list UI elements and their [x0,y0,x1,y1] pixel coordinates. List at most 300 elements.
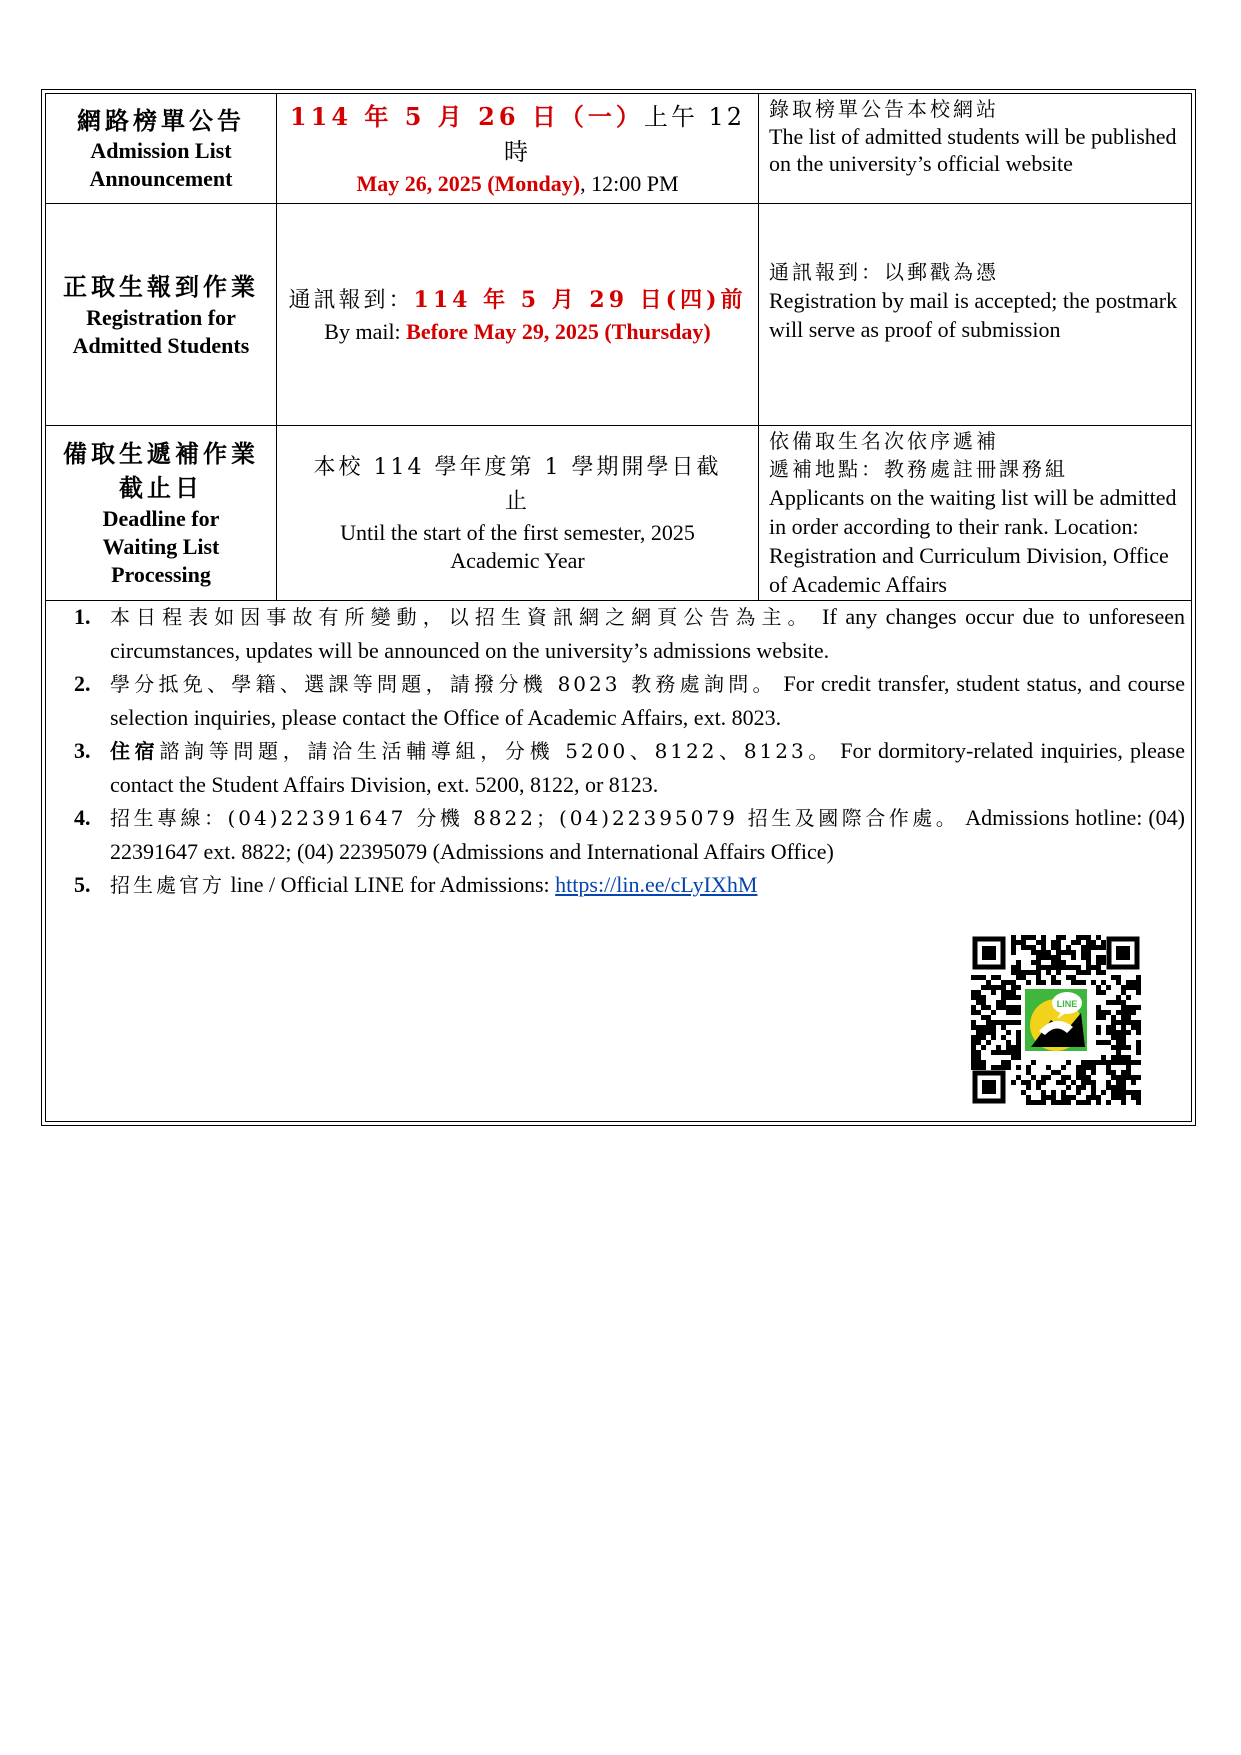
notes-list [70,600,1185,902]
qr-module [1081,1085,1086,1090]
qr-module [1136,985,1141,990]
qr-module [1086,965,1091,970]
qr-module [1111,1070,1116,1075]
qr-module [976,1040,981,1045]
qr-module [1096,1100,1101,1105]
qr-module [1101,1055,1106,1060]
row3-date-en: Until the start of the first semester, 2025 Academic Year [340,520,695,573]
qr-module [1006,1060,1011,1065]
qr-module [1001,1035,1006,1040]
qr-module [1106,1065,1111,1070]
note-number: 1. [74,604,91,629]
qr-module [1126,1070,1131,1075]
qr-module [981,1065,986,1070]
qr-module [1096,955,1101,960]
qr-module [1071,1080,1076,1085]
qr-module [1136,1050,1141,1055]
qr-module [1106,1085,1111,1090]
qr-module [1046,1095,1051,1100]
qr-module [1006,1020,1011,1025]
qr-module [1116,1090,1121,1095]
qr-module [991,990,996,995]
qr-module [1076,1065,1081,1070]
qr-module [981,1045,986,1050]
qr-module [1121,1100,1126,1105]
qr-module [1061,965,1066,970]
qr-module [971,1055,976,1060]
qr-module [1036,970,1041,975]
qr-module [986,985,991,990]
note-text-en: line / Official LINE for Admissions: [225,872,556,897]
qr-module [971,1050,976,1055]
qr-module [996,1020,1001,1025]
qr-module [1076,940,1081,945]
note-text-en: For dormitory-related inquiries, please contact the Student Affairs Division, ext. 5200, 8122, or 8123. [110,738,1186,797]
qr-module [1086,945,1091,950]
qr-module [976,1065,981,1070]
qr-module [1051,975,1056,980]
qr-module [1026,1085,1031,1090]
row3-date-zh: 本校 114 學年度第 1 學期開學日截止 [313,455,722,514]
qr-module [1066,1085,1071,1090]
qr-module [1041,945,1046,950]
qr-module [1011,1050,1016,1055]
qr-module [1061,950,1066,955]
qr-module [1001,1060,1006,1065]
qr-module [1026,1070,1031,1075]
qr-module [996,1050,1001,1055]
qr-module [1061,960,1066,965]
qr-module [1081,980,1086,985]
qr-module [1086,940,1091,945]
qr-module [1016,970,1021,975]
qr-module [1136,980,1141,985]
qr-module [1061,1095,1066,1100]
qr-module [1116,1055,1121,1060]
qr-module [976,1035,981,1040]
qr-module [1136,1030,1141,1035]
row1-date-en-rest: , 12:00 PM [580,170,679,196]
qr-module [1011,990,1016,995]
qr-module [1116,1010,1121,1015]
qr-module [1051,940,1056,945]
note-number: 2. [74,671,91,696]
qr-module [1071,1095,1076,1100]
qr-module [991,1030,996,1035]
qr-module [1051,955,1056,960]
qr-module [1026,1095,1031,1100]
qr-module [1101,940,1106,945]
qr-module [1116,1000,1121,1005]
qr-module [1006,1065,1011,1070]
qr-module [1116,1045,1121,1050]
row3-item-cell [46,426,276,600]
row2-item-cell [46,204,276,425]
qr-module [1091,1070,1096,1075]
qr-module [1111,1035,1116,1040]
qr-module [1096,935,1101,940]
note-number: 4. [74,805,91,830]
qr-module [1121,1030,1126,1035]
qr-module [1016,965,1021,970]
qr-module [1106,1040,1111,1045]
qr-module [976,990,981,995]
qr-module [1056,945,1061,950]
qr-module [1046,965,1051,970]
qr-module [996,985,1001,990]
qr-module [1096,970,1101,975]
qr-module [1096,965,1101,970]
qr-module [1056,970,1061,975]
qr-module [1071,950,1076,955]
qr-module [1116,1080,1121,1085]
qr-module [971,1035,976,1040]
row1-date-zh-red: 114 年 5 月 26 日（一） [289,101,644,131]
note-text-en: For credit transfer, student status, and course selection inquiries, please contact the Office of Academic Affairs, ext. 8023. [110,671,1185,730]
qr-module [1016,1045,1021,1050]
qr-module [1031,950,1036,955]
qr-module [1111,1090,1116,1095]
row1-date-cell [277,94,758,203]
qr-module [1016,1010,1021,1015]
qr-module [986,1020,991,1025]
qr-module [1121,1040,1126,1045]
qr-module [1126,1055,1131,1060]
row1-item-cell [46,94,276,203]
qr-module [1096,990,1101,995]
qr-module [1036,975,1041,980]
qr-module [1101,955,1106,960]
qr-module [986,1005,991,1010]
qr-module [1026,935,1031,940]
qr-module [1026,945,1031,950]
qr-module [1131,1010,1136,1015]
qr-module [1121,1095,1126,1100]
qr-module [981,995,986,1000]
qr-module [1101,1015,1106,1020]
qr-module [1051,945,1056,950]
row1-item-en-2: Announcement [89,165,233,191]
qr-module [1111,975,1116,980]
qr-module [991,1035,996,1040]
qr-module [1121,1055,1126,1060]
qr-module [1056,955,1061,960]
note-text-zh: 招生專線：(04)22391647 分機 8822；(04)22395079 招生及國際合作處。 [110,806,960,830]
qr-module [971,975,976,980]
qr-module [1046,970,1051,975]
qr-module [1086,960,1091,965]
qr-module [1111,1060,1116,1065]
qr-module [986,1015,991,1020]
qr-module [1081,950,1086,955]
qr-module [976,1030,981,1035]
qr-module [1036,965,1041,970]
qr-module [1086,1095,1091,1100]
qr-module [1036,960,1041,965]
qr-module [981,975,986,980]
qr-module [1121,990,1126,995]
qr-module [1096,945,1101,950]
qr-module [991,975,996,980]
qr-module [1111,1030,1116,1035]
qr-module [1091,1065,1096,1070]
qr-module [1011,995,1016,1000]
qr-module [1101,1010,1106,1015]
row2-date-zh-prefix: 通訊報到： [288,288,414,313]
qr-module [1116,975,1121,980]
qr-module [1091,980,1096,985]
qr-module [981,1030,986,1035]
qr-module [1096,1015,1101,1020]
row1-note-zh: 錄取榜單公告本校網站 [769,97,999,121]
qr-module [1126,1060,1131,1065]
qr-module [971,1025,976,1030]
qr-module [971,1040,976,1045]
qr-module [1136,975,1141,980]
qr-module [996,975,1001,980]
qr-module [1006,1030,1011,1035]
note-item-5 [70,868,1185,902]
qr-module [1021,940,1026,945]
qr-module [1016,995,1021,1000]
qr-module [1036,1085,1041,1090]
qr-module [1106,1060,1111,1065]
qr-module [1136,1095,1141,1100]
qr-module [1076,980,1081,985]
qr-module [1121,985,1126,990]
row2-item-en-2: Admitted Students [72,332,250,358]
qr-module [1081,970,1086,975]
qr-module [1006,995,1011,1000]
qr-module [1036,950,1041,955]
qr-module [1131,1075,1136,1080]
row3-item-zh-2: 截止日 [119,473,203,502]
qr-module [1006,1010,1011,1015]
qr-module [976,1055,981,1060]
qr-module [1081,1070,1086,1075]
qr-module [1006,990,1011,995]
qr-module [1011,1080,1016,1085]
qr-module [1036,940,1041,945]
qr-module [1096,1060,1101,1065]
qr-module [1106,1025,1111,1030]
qr-module [1036,980,1041,985]
qr-module [1056,1080,1061,1085]
row2-date-en [324,318,710,346]
qr-module [1106,1070,1111,1075]
qr-module [1086,950,1091,955]
qr-module [981,1025,986,1030]
qr-module [1006,1005,1011,1010]
qr-module [986,1030,991,1035]
qr-module [1001,995,1006,1000]
qr-module [1056,935,1061,940]
qr-module [1121,1025,1126,1030]
qr-module [1026,970,1031,975]
row3-note-en: Applicants on the waiting list will be admitted in order according to their rank. Location: Registration and Curriculum Division, Office of Academic Affairs [769,485,1177,597]
qr-module [976,1050,981,1055]
qr-module [1011,1055,1016,1060]
qr-module [1106,1000,1111,1005]
qr-module [1021,935,1026,940]
qr-module [1011,980,1016,985]
qr-module [1081,1080,1086,1085]
qr-module [1001,985,1006,990]
qr-module [996,1000,1001,1005]
qr-module [1116,1030,1121,1035]
qr-module [1121,1090,1126,1095]
qr-module [1001,1025,1006,1030]
qr-module [1016,975,1021,980]
qr-module [1011,940,1016,945]
qr-module [1021,1090,1026,1095]
qr-module [1111,1045,1116,1050]
qr-module [1086,955,1091,960]
qr-module [1066,950,1071,955]
qr-module [1106,1010,1111,1015]
qr-module [1041,1090,1046,1095]
qr-module [981,985,986,990]
qr-module [1056,940,1061,945]
qr-module [1121,1010,1126,1015]
qr-module [986,1040,991,1045]
qr-module [1136,1100,1141,1105]
qr-module [1086,935,1091,940]
qr-module [1101,945,1106,950]
qr-module [1121,1005,1126,1010]
qr-module [1016,1040,1021,1045]
qr-module [1036,955,1041,960]
row3-date-cell [277,426,758,600]
qr-module [1131,1025,1136,1030]
qr-module [1096,1040,1101,1045]
qr-module [1121,1080,1126,1085]
qr-module [1116,1035,1121,1040]
qr-module [1011,970,1016,975]
line-link[interactable]: https://lin.ee/cLyIXhM [555,872,758,897]
row1-item-en-1: Admission List [90,137,232,163]
qr-module [1001,990,1006,995]
qr-module [1131,980,1136,985]
qr-module [1081,945,1086,950]
qr-module [1116,980,1121,985]
note-item-4 [70,801,1185,868]
qr-module [1111,1025,1116,1030]
qr-module [1116,995,1121,1000]
qr-module [1121,1015,1126,1020]
qr-module [1131,1095,1136,1100]
qr-module [1101,1090,1106,1095]
qr-module [1076,1090,1081,1095]
qr-module [1086,1065,1091,1070]
qr-module [1111,1085,1116,1090]
note-text-zh: 諮詢等問題，請洽生活輔導組，分機 5200、8122、8123。 [159,739,834,763]
qr-module [1001,1050,1006,1055]
qr-module [971,1010,976,1015]
qr-module [1056,980,1061,985]
qr-module [1066,1100,1071,1105]
qr-module [1041,1095,1046,1100]
qr-module [1016,1005,1021,1010]
qr-module [1076,1100,1081,1105]
qr-module [1121,1075,1126,1080]
note-text-zh: 學分抵免、學籍、選課等問題，請撥分機 8023 教務處詢問。 [110,672,777,696]
qr-module [1111,1000,1116,1005]
qr-module [1066,975,1071,980]
qr-module [991,1050,996,1055]
qr-code[interactable] [971,935,1141,1105]
qr-module [1041,1100,1046,1105]
qr-module [1121,1085,1126,1090]
qr-module [996,1065,1001,1070]
qr-module [1006,1050,1011,1055]
qr-module [1071,955,1076,960]
qr-module [1116,1095,1121,1100]
qr-module [1066,1075,1071,1080]
qr-module [1106,1100,1111,1105]
qr-module [1081,1100,1086,1105]
qr-module [996,1005,1001,1010]
qr-module [1111,1055,1116,1060]
qr-module [1091,1095,1096,1100]
qr-module [1066,945,1071,950]
qr-module [1006,980,1011,985]
qr-module [1041,980,1046,985]
qr-module [1076,970,1081,975]
qr-module [1051,1100,1056,1105]
qr-module [1016,1075,1021,1080]
qr-module [1111,1020,1116,1025]
qr-module [1006,1040,1011,1045]
qr-module [1091,965,1096,970]
qr-module [1056,960,1061,965]
qr-module [1071,980,1076,985]
qr-module [1081,955,1086,960]
qr-module [1086,1075,1091,1080]
line-badge-text: LINE [1056,999,1078,1009]
qr-module [1101,1040,1106,1045]
qr-module [1086,1060,1091,1065]
qr-module [976,1000,981,1005]
qr-module [1051,960,1056,965]
row1-note-cell [759,96,1191,203]
row2-date-en-red: Before May 29, 2025 (Thursday) [406,319,711,344]
qr-module [1041,940,1046,945]
qr-module [1051,980,1056,985]
qr-module [1061,1075,1066,1080]
qr-module [1106,985,1111,990]
qr-module [1126,1065,1131,1070]
qr-module [1101,960,1106,965]
row3-note-zh-2: 遞補地點：教務處註冊課務組 [769,457,1068,481]
qr-module [1136,1075,1141,1080]
qr-module [1126,1010,1131,1015]
qr-module [1091,1090,1096,1095]
row1-item-zh: 網路榜單公告 [77,105,245,135]
qr-module [1071,965,1076,970]
qr-module [1091,940,1096,945]
qr-module [1131,1060,1136,1065]
qr-module [1046,1075,1051,1080]
qr-module [1001,980,1006,985]
qr-module [1131,1080,1136,1085]
qr-module [1091,1060,1096,1065]
qr-module [1076,965,1081,970]
qr-module [1016,1030,1021,1035]
qr-module [1136,1045,1141,1050]
qr-module [1076,1070,1081,1075]
qr-module [1011,1020,1016,1025]
